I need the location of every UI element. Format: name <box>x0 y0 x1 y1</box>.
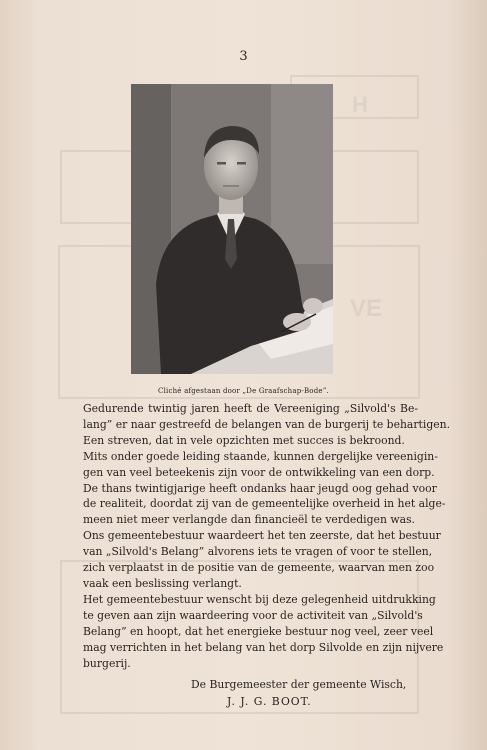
text-line: burgerij. <box>83 656 131 670</box>
signature-title: De Burgemeester der gemeente Wisch, <box>191 678 407 691</box>
bleed-through-mark: H <box>352 92 368 117</box>
text-line: Mits onder goede leiding staande, kunnen dergelijke vereenigin- <box>83 449 438 463</box>
text-line: zich verplaatst in de positie van de gemeente, waarvan men zoo <box>83 561 435 575</box>
text-line: gen van veel beteekenis zijn voor de ontwikkeling van een dorp. <box>83 465 435 479</box>
bleed-through-mark: VE <box>350 295 383 322</box>
photo-caption: Cliché afgestaan door „De Graafschap-Bode”. <box>158 387 329 395</box>
text-line: lang” er naar gestreefd de belangen van de burgerij te behartigen. <box>83 417 451 431</box>
text-line: van „Silvold's Belang” alvorens iets te vragen of voor te stellen, <box>83 545 433 559</box>
text-line: Ons gemeentebestuur waardeert het ten zeerste, dat het bestuur <box>83 529 441 543</box>
text-line: de realiteit, doordat zij van de gemeentelijke overheid in het alge- <box>83 497 446 511</box>
text-line: Gedurende twintig jaren heeft de Vereeniging „Silvold's Be- <box>83 402 418 415</box>
paragraph <box>83 401 451 449</box>
portrait-photo-illustration <box>131 84 333 374</box>
paragraph <box>83 528 441 592</box>
paragraph <box>83 481 446 529</box>
text-line: Belang” en hoopt, dat het energieke bestuur nog veel, zeer veel <box>83 624 434 638</box>
text-line: De thans twintigjarige heeft ondanks haar jeugd oog gehad voor <box>83 481 437 495</box>
text-line: Een streven, dat in vele opzichten met succes is bekroond. <box>83 433 405 447</box>
text-line: Het gemeentebestuur wenscht bij deze gelegenheid uitdrukking <box>83 592 436 606</box>
paragraph <box>83 449 438 481</box>
signature-name: J. J. G. BOOT. <box>227 695 312 708</box>
text-line: mag verrichten in het belang van het dorp Silvolde en zijn nijvere <box>83 640 444 654</box>
letter-body <box>83 401 451 671</box>
text-line: vaak een beslissing verlangt. <box>83 576 242 590</box>
paragraph <box>83 592 444 672</box>
text-line: te geven aan zijn waardeering voor de activiteit van „Silvold's <box>83 608 423 622</box>
text-line: meen niet meer verlangde dan financieël te verdedigen was. <box>83 513 415 527</box>
portrait-photo <box>131 84 333 374</box>
page-number: 3 <box>239 49 248 64</box>
